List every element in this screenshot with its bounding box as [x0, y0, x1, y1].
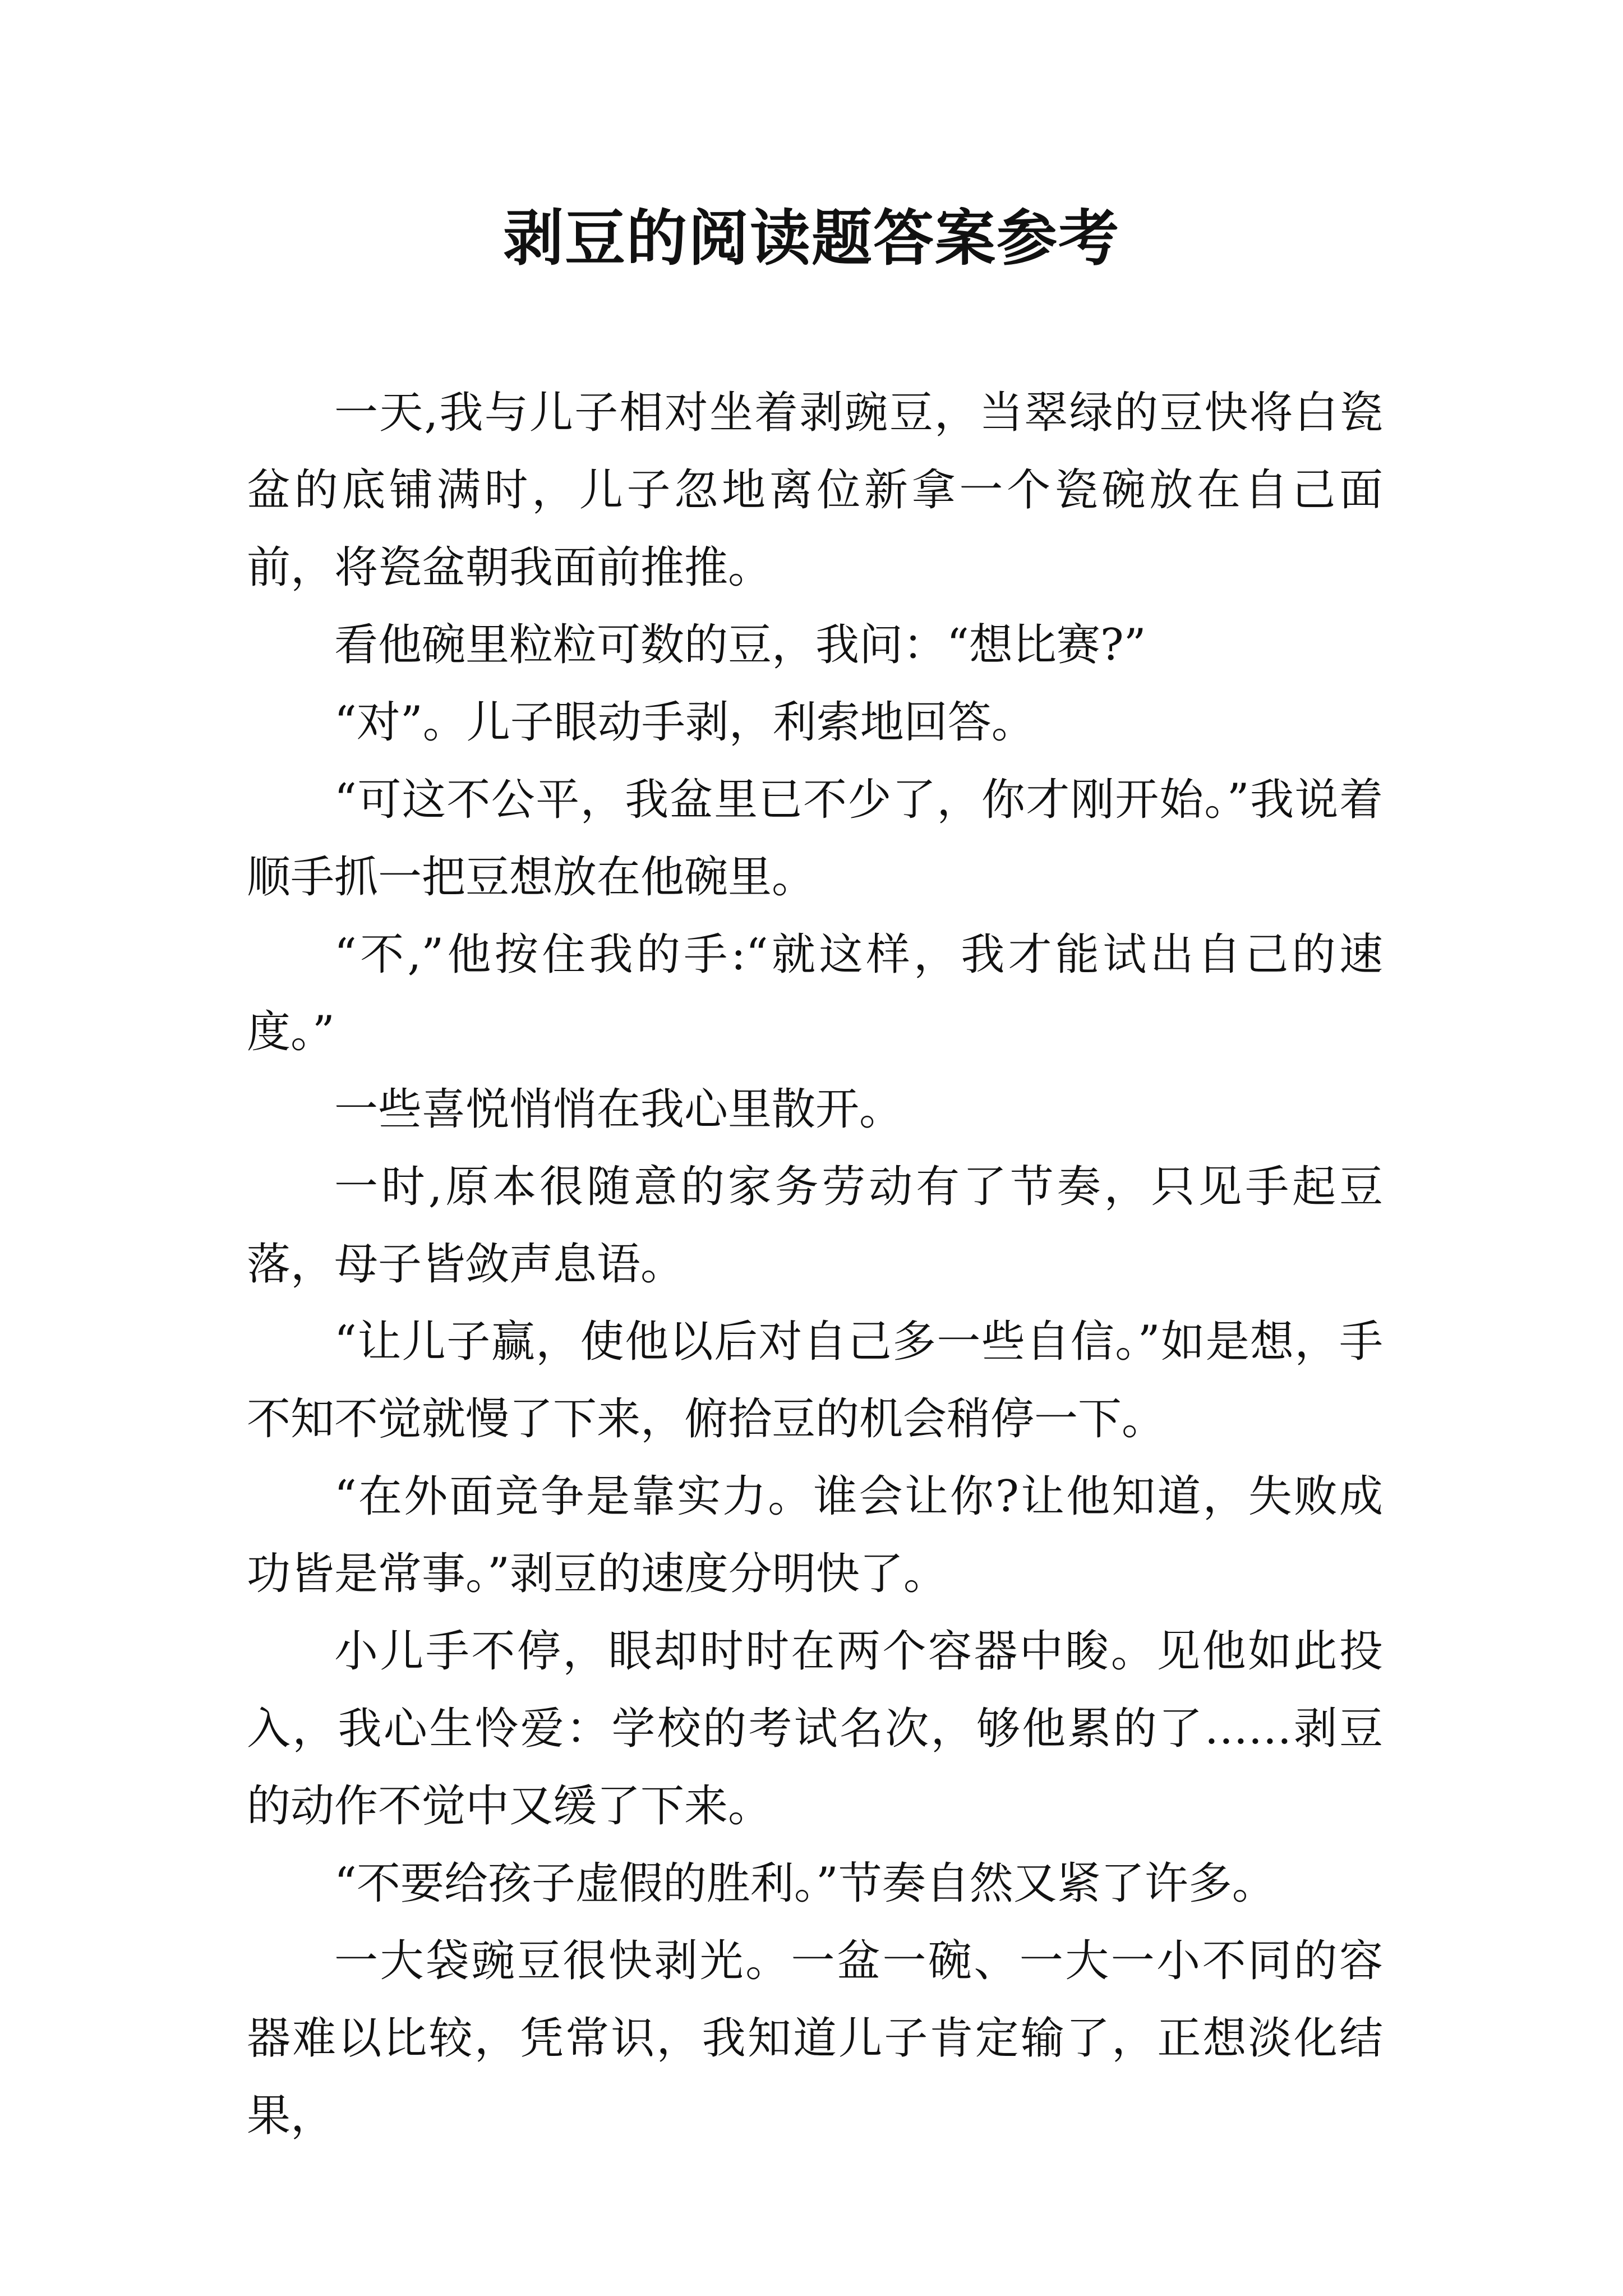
paragraph: “可这不公平，我盆里已不少了，你才刚开始。”我说着顺手抓一把豆想放在他碗里。 — [247, 775, 1383, 903]
paragraph: 小儿手不停，眼却时时在两个容器中睃。见他如此投入，我心生怜爱：学校的考试名次，够他累的了……剥豆的动作不觉中又缓了下来。 — [247, 1626, 1383, 1832]
paragraph: “让儿子赢，使他以后对自己多一些自信。”如是想，手不知不觉就慢了下来，俯拾豆的机会稍停一下。 — [247, 1317, 1383, 1444]
paragraph: 一些喜悦悄悄在我心里散开。 — [334, 1084, 903, 1135]
paragraph: 看他碗里粒粒可数的豆，我问：“想比赛?” — [334, 620, 1146, 670]
paragraph: “对”。儿子眼动手剥，利索地回答。 — [334, 697, 1035, 748]
document-body — [247, 374, 1383, 2155]
paragraph: 一大袋豌豆很快剥光。一盆一碗、一大一小不同的容器难以比较，凭常识，我知道儿子肯定输了，正想淡化结果， — [247, 1936, 1383, 2141]
paragraph: 一天,我与儿子相对坐着剥豌豆，当翠绿的豆快将白瓷盆的底铺满时，儿子忽地离位新拿一个瓷碗放在自己面前，将瓷盆朝我面前推推。 — [247, 388, 1383, 593]
paragraph: “在外面竞争是靠实力。谁会让你?让他知道，失败成功皆是常事。”剥豆的速度分明快了。 — [247, 1471, 1383, 1599]
page-title: 剥豆的阅读题答案参考 — [502, 203, 1120, 274]
paragraph: “不要给孩子虚假的胜利。”节奏自然又紧了许多。 — [334, 1858, 1276, 1909]
paragraph: “不,”他按住我的手:“就这样，我才能试出自己的速度。” — [247, 930, 1383, 1057]
paragraph: 一时,原本很随意的家务劳动有了节奏，只见手起豆落，母子皆敛声息语。 — [247, 1162, 1383, 1290]
